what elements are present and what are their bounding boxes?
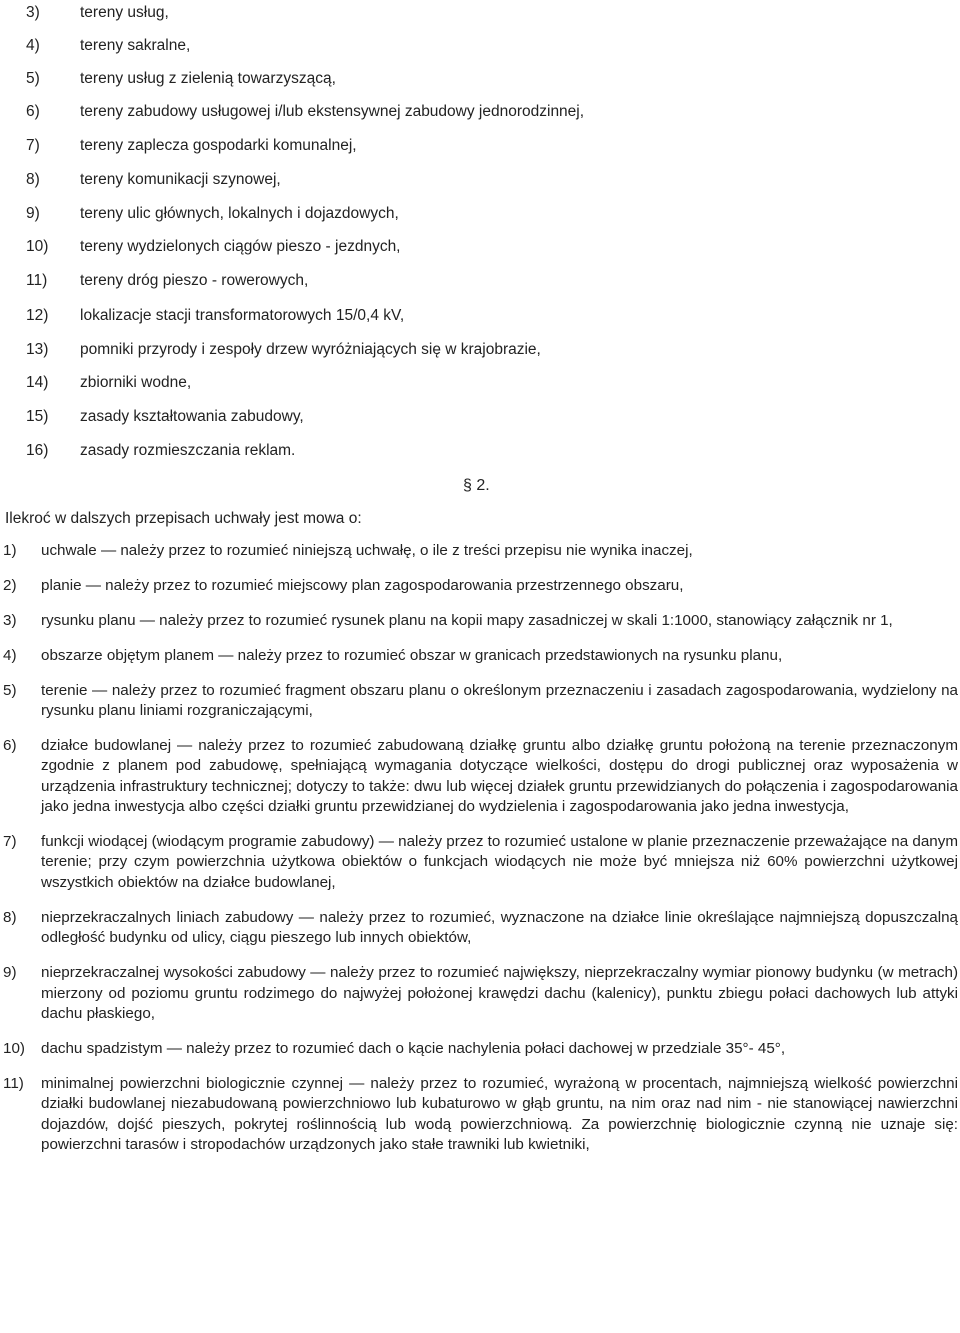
list-item (26, 3, 169, 23)
definition-text: nieprzekraczalnej wysokości zabudowy — należy przez to rozumieć największy, nieprzekraczalny wymiar pionowy budynku (w metrach) mierzony od poziomu gruntu rodzimego do najwyżej położonej krawędzi dachu (kalenicy), punktu zbiegu połaci dachowych lub attyki dachu płaskiego, (41, 964, 958, 1022)
list-item-text: tereny sakralne, (80, 37, 191, 54)
list-item-number: 5) (26, 70, 40, 87)
list-item-number: 16) (26, 442, 49, 459)
list-item (26, 102, 584, 122)
list-item-number: 11) (26, 272, 48, 289)
list-item-text: tereny komunikacji szynowej, (80, 171, 281, 188)
list-item (26, 170, 281, 190)
definition-text: minimalnej powierzchni biologicznie czynnej — należy przez to rozumieć, wyrażoną w procentach, najmniejszą wielkość powierzchni działki budowlanej niezabudowaną powierzchniowo lub kubaturowo w głąb gruntu, na nim oraz nad nim - nie stanowiącej nawierzchni dojazdów, dojść pieszych, pokrytej roślinnością lub wodą powierzchniową. Za powierzchnię biologicznie czynną nie uznaje się: powierzchni tarasów i stropodachów urządzonych jako stałe trawniki lub kwietniki, (41, 1074, 958, 1153)
definition-text: uchwale — należy przez to rozumieć niniejszą uchwałę, o ile z treści przepisu nie wynika inaczej, (41, 542, 693, 559)
definition-item (3, 541, 958, 561)
list-item (26, 136, 357, 156)
definition-item (3, 832, 958, 893)
definition-item (3, 576, 958, 596)
definition-text: planie — należy przez to rozumieć miejscowy plan zagospodarowania przestrzennego obszaru, (41, 576, 684, 594)
definition-number: 5) (3, 681, 17, 699)
definition-number: 11) (3, 1074, 24, 1092)
list-item-number: 15) (26, 408, 49, 425)
definition-number: 6) (3, 736, 17, 754)
definition-text: dachu spadzistym — należy przez to rozumieć dach o kącie nachylenia połaci dachowej w przedziale 35°- 45°, (41, 1039, 786, 1057)
list-item (26, 36, 190, 56)
definition-number: 7) (3, 833, 17, 851)
definition-text: rysunku planu — należy przez to rozumieć rysunek planu na kopii mapy zasadniczej w skali 1:1000, stanowiący załącznik nr 1, (41, 611, 893, 629)
definition-text: terenie — należy przez to rozumieć fragment obszaru planu o określonym przeznaczeniu i zasadach zagospodarowania, wydzielony na rysunku planu liniami rozgraniczającymi, (41, 681, 958, 720)
definition-text: nieprzekraczalnych liniach zabudowy — należy przez to rozumieć, wyznaczone na działce linie określające najmniejszą dopuszczalną odległość budynku od ulicy, ciągu pieszego lub innych obiektów, (41, 908, 958, 947)
definition-text: obszarze objętym planem — należy przez to rozumieć obszar w granicach przedstawionych na rysunku planu, (41, 646, 783, 664)
list-item-text: tereny zaplecza gospodarki komunalnej, (80, 137, 357, 154)
list-item-text: zbiorniki wodne, (80, 374, 192, 391)
definition-item (3, 611, 958, 631)
list-item (26, 373, 191, 393)
definition-number: 3) (3, 611, 17, 629)
definition-number: 9) (3, 964, 17, 982)
list-item (26, 237, 401, 257)
list-item (26, 340, 541, 360)
list-item (26, 204, 399, 224)
list-item-number: 7) (26, 137, 40, 154)
definition-number: 8) (3, 908, 17, 926)
list-item-number: 9) (26, 205, 40, 222)
list-item (26, 69, 336, 89)
list-item-number: 13) (26, 341, 49, 358)
definition-number: 4) (3, 646, 17, 664)
list-item-text: pomniki przyrody i zespoły drzew wyróżniających się w krajobrazie, (80, 341, 541, 358)
list-item-text: tereny wydzielonych ciągów pieszo - jezdnych, (80, 238, 401, 255)
list-item-number: 6) (26, 103, 40, 120)
list-item-text: tereny zabudowy usługowej i/lub ekstensywnej zabudowy jednorodzinnej, (80, 103, 585, 120)
list-item-number: 12) (26, 307, 49, 324)
definitions-list (3, 541, 958, 1170)
list-item-number: 14) (26, 374, 49, 391)
list-item-text: tereny usług, (80, 4, 169, 21)
list-item (26, 407, 304, 427)
list-item (26, 441, 295, 461)
list-item (26, 271, 308, 291)
list-item-text: zasady kształtowania zabudowy, (80, 408, 304, 425)
definition-number: 1) (3, 542, 17, 559)
definition-number: 2) (3, 576, 17, 594)
list-item-text: tereny ulic głównych, lokalnych i dojazdowych, (80, 205, 399, 222)
definition-item (3, 1039, 958, 1059)
list-item-number: 8) (26, 171, 40, 188)
list-item-text: zasady rozmieszczania reklam. (80, 442, 296, 459)
list-item-number: 10) (26, 238, 49, 255)
list-item-text: tereny usług z zielenią towarzyszącą, (80, 70, 336, 87)
definition-text: funkcji wiodącej (wiodącym programie zabudowy) — należy przez to rozumieć ustalone w planie przeznaczenie przeważające na danym terenie; przy czym powierzchnia użytkowa obiektów o funkcjach wiodących nie może być mniejsza niż 60% powierzchni użytkowej wszystkich obiektów na działce budowlanej, (41, 833, 958, 891)
definition-item (3, 963, 958, 1024)
intro-sentence: Ilekroć w dalszych przepisach uchwały jest mowa o: (5, 510, 362, 527)
definition-item (3, 1074, 958, 1156)
list-item-number: 3) (26, 4, 40, 21)
definition-item (3, 681, 958, 722)
definition-item (3, 908, 958, 949)
list-item-text: lokalizacje stacji transformatorowych 15/0,4 kV, (80, 307, 405, 324)
definition-item (3, 646, 958, 666)
definition-item (3, 736, 958, 818)
definition-number: 10) (3, 1039, 25, 1057)
section-heading: § 2. (463, 477, 490, 494)
definition-text: działce budowlanej — należy przez to rozumieć zabudowaną działkę gruntu albo działkę gruntu położoną na terenie przeznaczonym zgodnie z planem pod zabudowę, spełniającą wymagania dotyczące wielkości, dostępu do drogi publicznej oraz wyposażenia w urządzenia infrastruktury technicznej; dotyczy to także: dwu lub więcej działek gruntu przewidzianych do połączenia i zagospodarowania jako jedna inwestycja albo części działki gruntu przewidzianej do wydzielenia i zagospodarowania jako jedna inwestycja, (41, 736, 958, 816)
list-item-text: tereny dróg pieszo - rowerowych, (80, 272, 309, 289)
list-item (26, 306, 404, 326)
list-item-number: 4) (26, 37, 40, 54)
